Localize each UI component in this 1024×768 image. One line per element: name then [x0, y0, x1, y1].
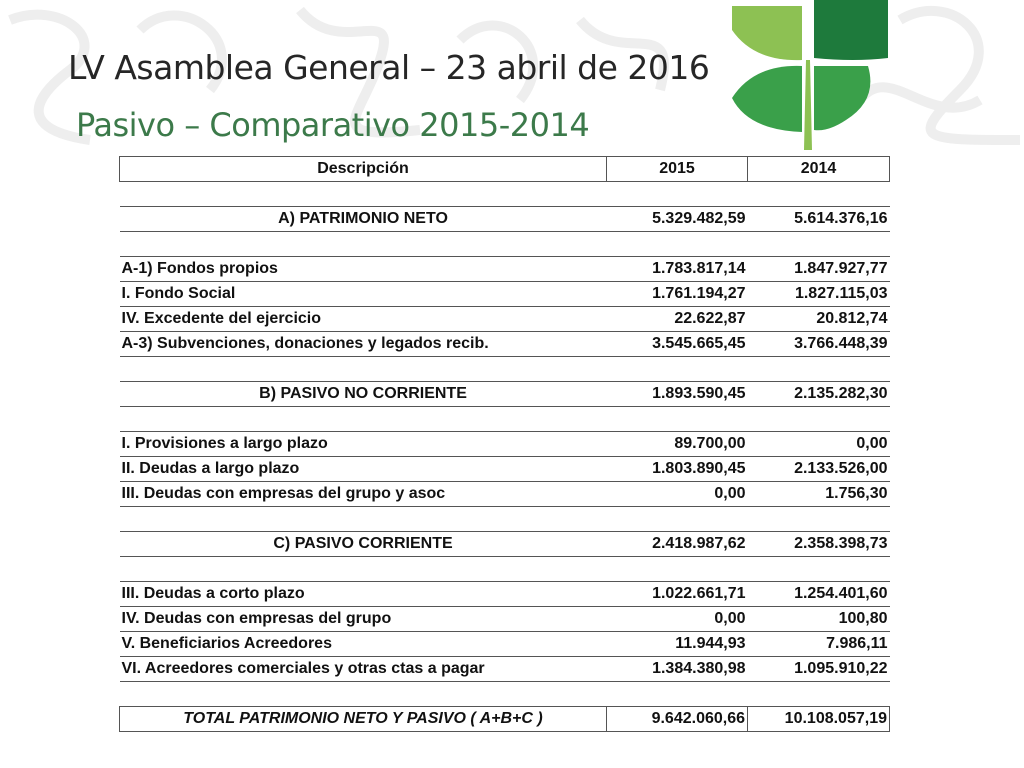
value-2015: 9.642.060,66 — [607, 707, 748, 732]
table-row — [120, 582, 890, 607]
table-row — [120, 257, 890, 282]
row-label: C) PASIVO CORRIENTE — [120, 532, 607, 557]
value-2014: 7.986,11 — [748, 632, 890, 657]
spacer-cell — [607, 682, 748, 707]
table-row — [120, 657, 890, 682]
table-row — [120, 432, 890, 457]
row-label: II. Deudas a largo plazo — [120, 457, 607, 482]
header-2014: 2014 — [748, 157, 890, 182]
row-label: V. Beneficiarios Acreedores — [120, 632, 607, 657]
row-label: B) PASIVO NO CORRIENTE — [120, 382, 607, 407]
spacer-cell — [120, 507, 607, 532]
table-spacer-row — [120, 407, 890, 432]
table-spacer-row — [120, 507, 890, 532]
value-2015: 5.329.482,59 — [607, 207, 748, 232]
balance-table — [119, 156, 890, 732]
row-label: IV. Excedente del ejercicio — [120, 307, 607, 332]
spacer-cell — [120, 407, 607, 432]
spacer-cell — [748, 232, 890, 257]
value-2015: 11.944,93 — [607, 632, 748, 657]
row-label: A) PATRIMONIO NETO — [120, 207, 607, 232]
table-spacer-row — [120, 357, 890, 382]
table-row — [120, 282, 890, 307]
spacer-cell — [607, 557, 748, 582]
spacer-cell — [120, 232, 607, 257]
spacer-cell — [748, 407, 890, 432]
value-2014: 0,00 — [748, 432, 890, 457]
table-row — [120, 632, 890, 657]
value-2014: 1.254.401,60 — [748, 582, 890, 607]
row-label: I. Provisiones a largo plazo — [120, 432, 607, 457]
table-spacer-row — [120, 182, 890, 207]
table-spacer-row — [120, 682, 890, 707]
row-label: TOTAL PATRIMONIO NETO Y PASIVO ( A+B+C ) — [120, 707, 607, 732]
four-leaf-clover-icon — [728, 0, 893, 150]
value-2014: 1.827.115,03 — [748, 282, 890, 307]
table-row — [120, 482, 890, 507]
spacer-cell — [120, 357, 607, 382]
table-spacer-row — [120, 232, 890, 257]
value-2014: 2.133.526,00 — [748, 457, 890, 482]
table-body — [120, 182, 890, 732]
value-2015: 22.622,87 — [607, 307, 748, 332]
value-2014: 2.358.398,73 — [748, 532, 890, 557]
value-2015: 1.803.890,45 — [607, 457, 748, 482]
table-row — [120, 207, 890, 232]
value-2015: 1.783.817,14 — [607, 257, 748, 282]
value-2015: 1.022.661,71 — [607, 582, 748, 607]
value-2015: 2.418.987,62 — [607, 532, 748, 557]
value-2014: 1.756,30 — [748, 482, 890, 507]
value-2014: 100,80 — [748, 607, 890, 632]
table-row — [120, 332, 890, 357]
value-2015: 1.893.590,45 — [607, 382, 748, 407]
value-2014: 20.812,74 — [748, 307, 890, 332]
balance-table-container — [119, 156, 889, 732]
row-label: IV. Deudas con empresas del grupo — [120, 607, 607, 632]
table-row — [120, 307, 890, 332]
row-label: I. Fondo Social — [120, 282, 607, 307]
header-descripcion: Descripción — [120, 157, 607, 182]
row-label: III. Deudas a corto plazo — [120, 582, 607, 607]
row-label: A-1) Fondos propios — [120, 257, 607, 282]
table-total-row — [120, 707, 890, 732]
row-label: A-3) Subvenciones, donaciones y legados recib. — [120, 332, 607, 357]
slide-title: LV Asamblea General – 23 abril de 2016 — [68, 48, 710, 87]
value-2014: 3.766.448,39 — [748, 332, 890, 357]
value-2015: 1.384.380,98 — [607, 657, 748, 682]
value-2015: 3.545.665,45 — [607, 332, 748, 357]
spacer-cell — [748, 507, 890, 532]
value-2014: 2.135.282,30 — [748, 382, 890, 407]
spacer-cell — [120, 182, 607, 207]
spacer-cell — [748, 357, 890, 382]
value-2015: 1.761.194,27 — [607, 282, 748, 307]
header-2015: 2015 — [607, 157, 748, 182]
row-label: III. Deudas con empresas del grupo y asoc — [120, 482, 607, 507]
value-2015: 89.700,00 — [607, 432, 748, 457]
table-spacer-row — [120, 557, 890, 582]
table-header-row — [120, 157, 890, 182]
spacer-cell — [748, 682, 890, 707]
row-label: VI. Acreedores comerciales y otras ctas a pagar — [120, 657, 607, 682]
spacer-cell — [607, 507, 748, 532]
value-2014: 1.095.910,22 — [748, 657, 890, 682]
value-2014: 10.108.057,19 — [748, 707, 890, 732]
table-row — [120, 532, 890, 557]
value-2014: 1.847.927,77 — [748, 257, 890, 282]
slide-subtitle: Pasivo – Comparativo 2015-2014 — [76, 106, 590, 144]
spacer-cell — [120, 557, 607, 582]
table-row — [120, 607, 890, 632]
spacer-cell — [120, 682, 607, 707]
value-2015: 0,00 — [607, 482, 748, 507]
spacer-cell — [607, 232, 748, 257]
spacer-cell — [607, 357, 748, 382]
value-2015: 0,00 — [607, 607, 748, 632]
table-row — [120, 457, 890, 482]
spacer-cell — [607, 407, 748, 432]
spacer-cell — [748, 182, 890, 207]
value-2014: 5.614.376,16 — [748, 207, 890, 232]
spacer-cell — [748, 557, 890, 582]
table-row — [120, 382, 890, 407]
spacer-cell — [607, 182, 748, 207]
